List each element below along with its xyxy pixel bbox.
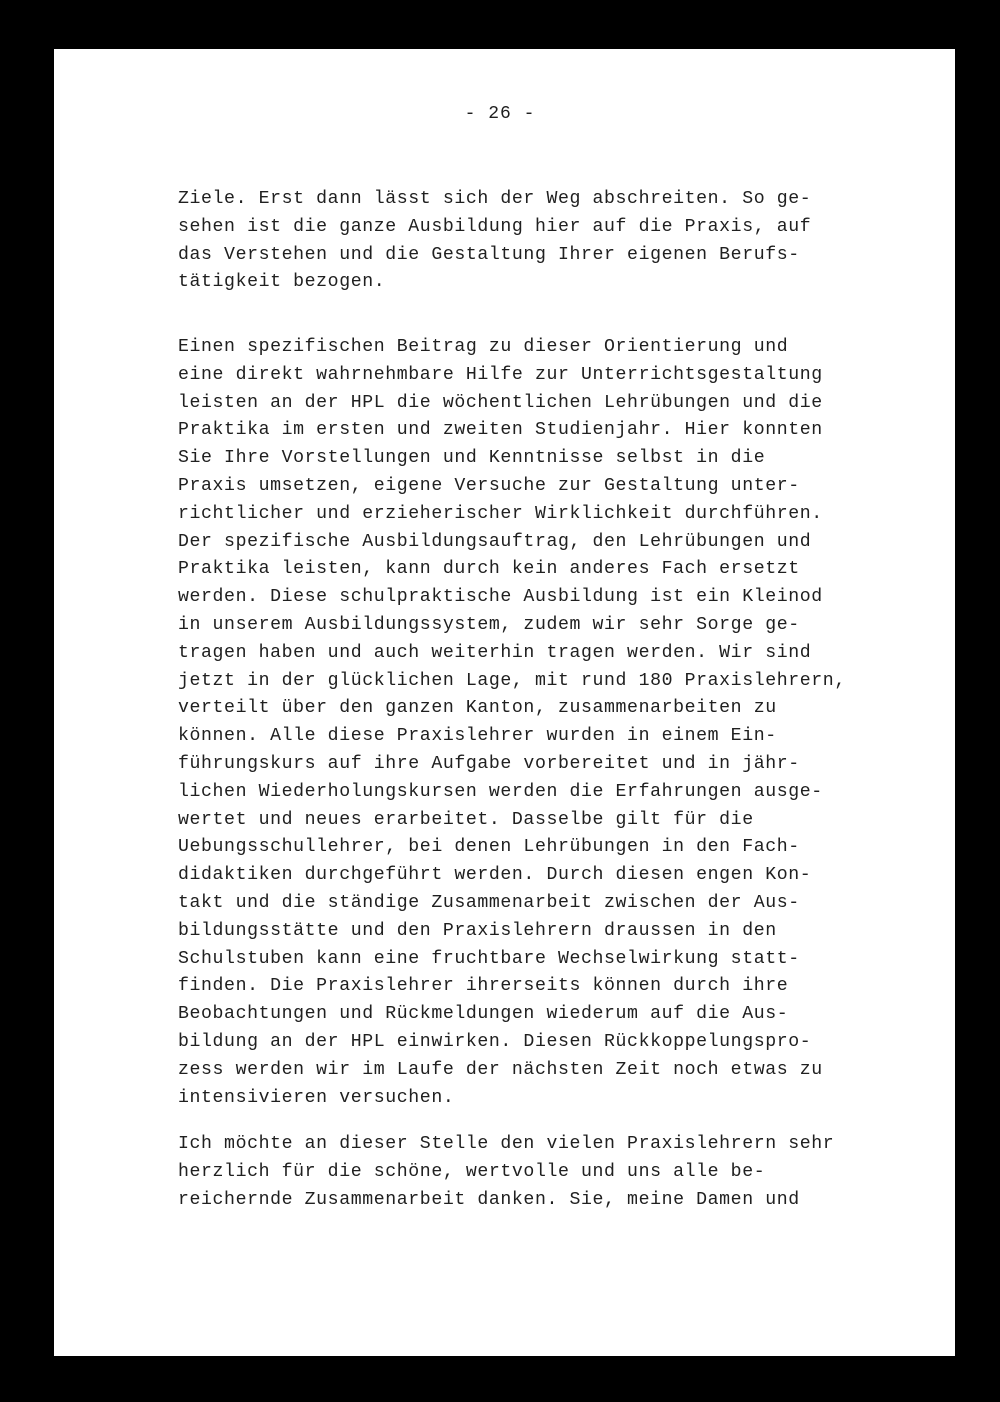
text-line: Der spezifische Ausbildungsauftrag, den Lehrübungen und — [178, 531, 812, 552]
text-line: Uebungsschullehrer, bei denen Lehrübungen in den Fach- — [178, 837, 800, 858]
paragraph — [178, 186, 811, 297]
text-line: in unserem Ausbildungssystem, zudem wir sehr Sorge ge- — [178, 614, 800, 635]
text-line: lichen Wiederholungskursen werden die Erfahrungen ausge- — [178, 781, 823, 802]
text-line: Praxis umsetzen, eigene Versuche zur Gestaltung unter- — [178, 475, 800, 496]
text-line: werden. Diese schulpraktische Ausbildung ist ein Kleinod — [178, 587, 823, 608]
text-line: Sie Ihre Vorstellungen und Kenntnisse selbst in die — [178, 448, 766, 469]
text-line: verteilt über den ganzen Kanton, zusammenarbeiten zu — [178, 698, 777, 719]
text-line: tätigkeit bezogen. — [178, 272, 386, 293]
text-line: Ich möchte an dieser Stelle den vielen Praxislehrern sehr — [178, 1134, 835, 1154]
text-line: finden. Die Praxislehrer ihrerseits können durch ihre — [178, 976, 789, 997]
text-line: Beobachtungen und Rückmeldungen wiederum auf die Aus- — [178, 1004, 789, 1025]
text-line: intensivieren versuchen. — [178, 1087, 455, 1108]
text-line: bildungsstätte und den Praxislehrern draussen in den — [178, 920, 777, 941]
text-line: richtlicher und erzieherischer Wirklichkeit durchführen. — [178, 503, 823, 524]
text-line: führungskurs auf ihre Aufgabe vorbereitet und in jähr- — [178, 753, 800, 774]
text-line: tragen haben und auch weiterhin tragen werden. Wir sind — [178, 642, 812, 663]
text-line: takt und die ständige Zusammenarbeit zwischen der Aus- — [178, 892, 800, 913]
text-line: jetzt in der glücklichen Lage, mit rund 180 Praxislehrern, — [178, 670, 846, 691]
text-line: Schulstuben kann eine fruchtbare Wechselwirkung statt- — [178, 948, 800, 969]
text-line: reichernde Zusammenarbeit danken. Sie, meine Damen und — [178, 1189, 800, 1210]
text-line: sehen ist die ganze Ausbildung hier auf die Praxis, auf — [178, 216, 812, 237]
text-line: wertet und neues erarbeitet. Dasselbe gilt für die — [178, 809, 754, 830]
paragraph — [178, 334, 846, 1112]
text-line: herzlich für die schöne, wertvolle und uns alle be- — [178, 1161, 766, 1182]
paragraph — [178, 1131, 834, 1214]
text-line: Praktika leisten, kann durch kein anderes Fach ersetzt — [178, 559, 800, 580]
text-line: zess werden wir im Laufe der nächsten Zeit noch etwas zu — [178, 1059, 823, 1080]
page-number: - 26 - — [464, 104, 536, 124]
text-line: Praktika im ersten und zweiten Studienjahr. Hier konnten — [178, 420, 823, 441]
text-line: didaktiken durchgeführt werden. Durch diesen engen Kon- — [178, 865, 812, 886]
text-line: Ziele. Erst dann lässt sich der Weg abschreiten. So ge- — [178, 189, 812, 209]
text-line: bildung an der HPL einwirken. Diesen Rückkoppelungspro- — [178, 1031, 812, 1052]
text-line: leisten an der HPL die wöchentlichen Lehrübungen und die — [178, 392, 823, 413]
text-line: eine direkt wahrnehmbare Hilfe zur Unterrichtsgestaltung — [178, 364, 823, 385]
text-line: das Verstehen und die Gestaltung Ihrer eigenen Berufs- — [178, 244, 800, 265]
text-line: Einen spezifischen Beitrag zu dieser Orientierung und — [178, 337, 789, 357]
text-line: können. Alle diese Praxislehrer wurden in einem Ein- — [178, 726, 777, 747]
